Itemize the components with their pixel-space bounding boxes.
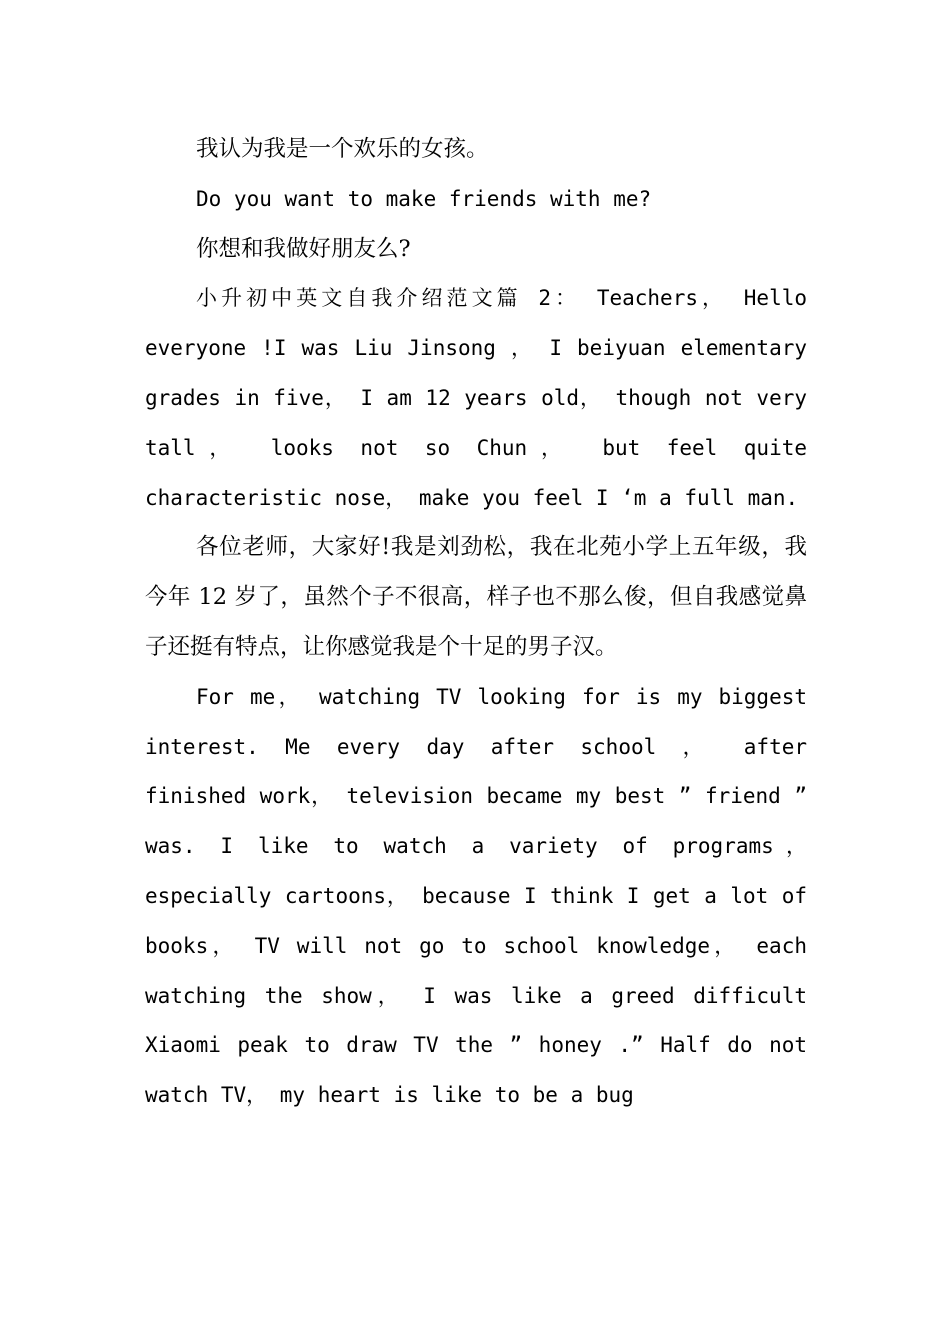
paragraph-sample-2-intro: 小升初中英文自我介绍范文篇 2： Teachers， Hello everyone !I was Liu Jinsong ， I beiyuan elementary grades in five， I am 12 years old， though not very tall， looks not so Chun， but feel quite characteristic nose， make you feel I ‘m a full man.	[145, 286, 807, 510]
paragraph-happy-girl: 我认为我是一个欢乐的女孩。	[196, 136, 489, 162]
document-body	[145, 125, 807, 1121]
paragraph-make-friends-question: Do you want to make friends with me?	[196, 186, 652, 211]
paragraph-sample-2-chinese: 各位老师，大家好!我是刘劲松，我在北苑小学上五年级，我今年 12 岁了，虽然个子不很高，样子也不那么俊，但自我感觉鼻子还挺有特点，让你感觉我是个十足的男子汉。	[145, 534, 807, 660]
paragraph-make-friends-chinese: 你想和我做好朋友么?	[196, 235, 411, 262]
paragraph-tv-interest: For me， watching TV looking for is my biggest interest. Me every day after school ， after finished work， television became my best ” friend ” was. I like to watch a variety of programs， especially cartoons， because I think I get a lot of books， TV will not go to school knowledge， each watching the show， I was like a greed difficult Xiaomi peak to draw TV the ” honey .” Half do not watch TV， my heart is like to be a bug	[145, 684, 807, 1108]
